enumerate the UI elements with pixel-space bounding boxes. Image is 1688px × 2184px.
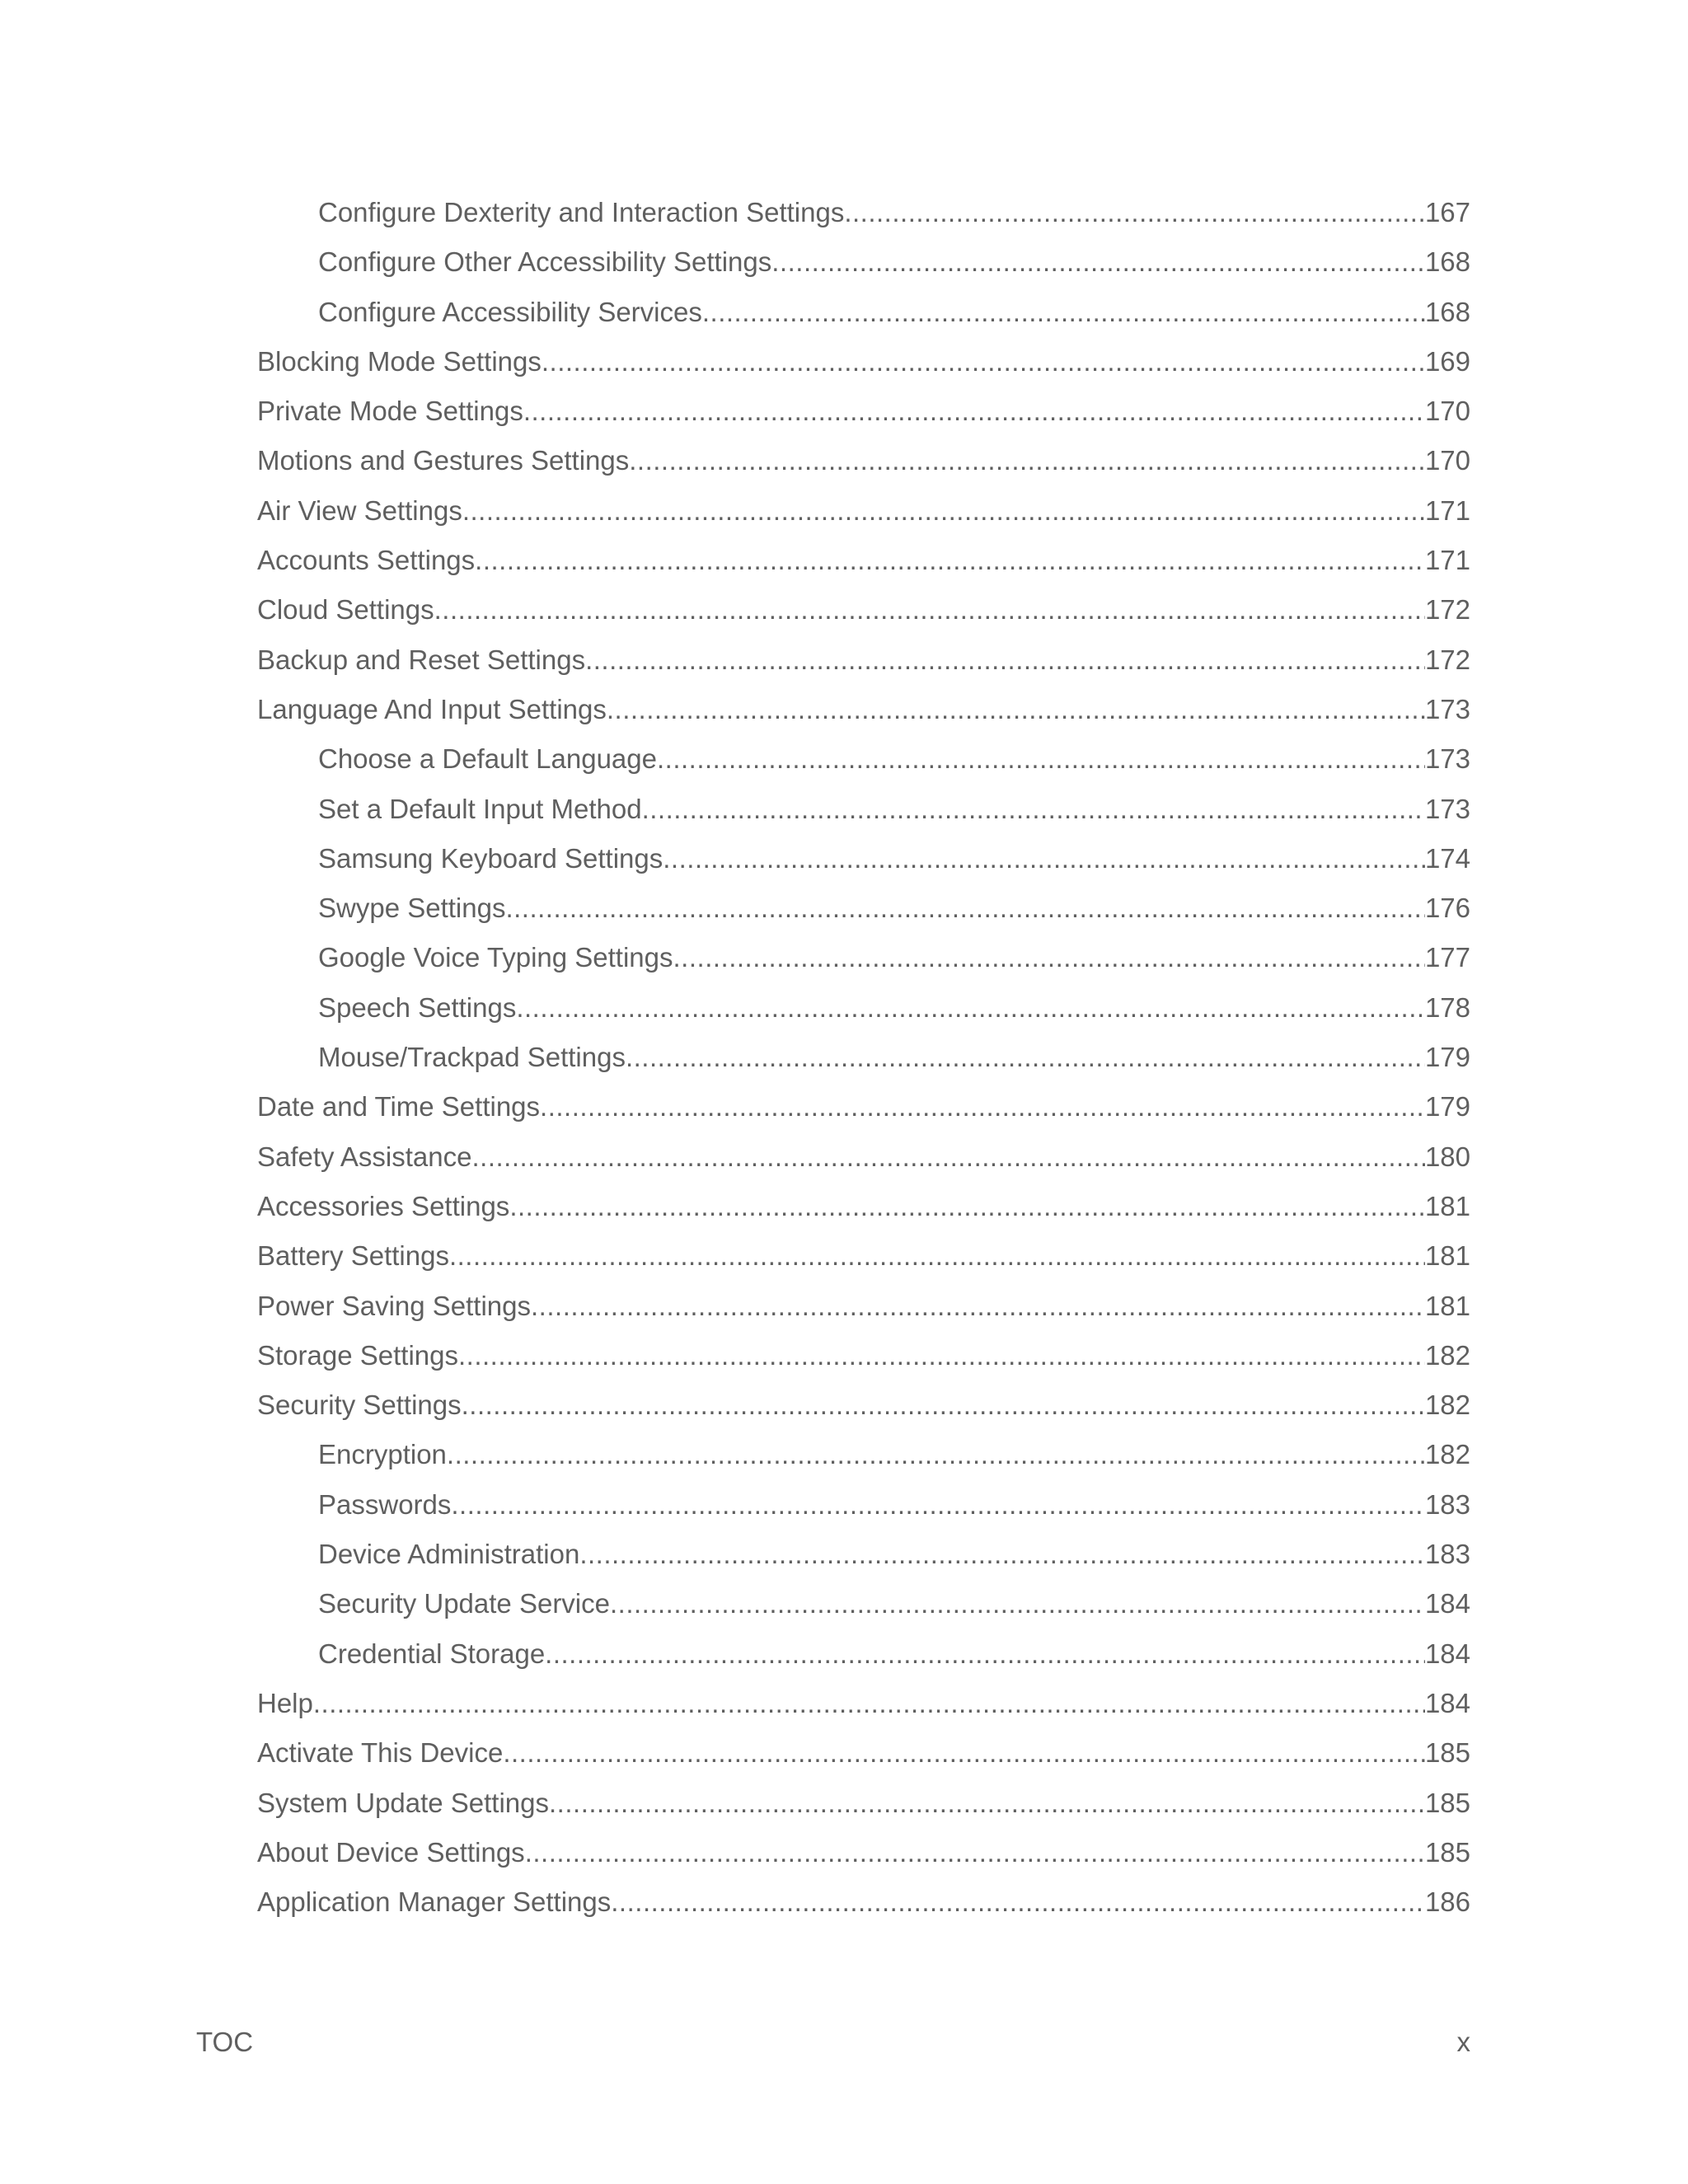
dot-leader — [540, 1086, 1425, 1127]
toc-entry-title: Encryption — [318, 1439, 447, 1470]
toc-entry-page: 176 — [1424, 893, 1470, 924]
toc-entry-page: 168 — [1424, 246, 1470, 278]
toc-entry[interactable] — [257, 888, 1470, 937]
toc-entry[interactable] — [257, 1783, 1470, 1832]
toc-entry-title: Backup and Reset Settings — [257, 644, 586, 675]
dot-leader — [475, 540, 1425, 581]
toc-entry-page: 184 — [1424, 1588, 1470, 1619]
toc-entry-title: Help — [257, 1687, 313, 1718]
dot-leader — [503, 1732, 1425, 1774]
dot-leader — [663, 838, 1425, 879]
toc-entry[interactable] — [257, 589, 1470, 639]
toc-entry-page: 171 — [1424, 545, 1470, 576]
dot-leader — [447, 1434, 1425, 1475]
toc-entry-page: 178 — [1424, 991, 1470, 1023]
toc-entry-title: Device Administration — [318, 1539, 580, 1570]
toc-entry-title: Blocking Mode Settings — [257, 345, 542, 377]
toc-entry[interactable] — [257, 987, 1470, 1037]
toc-entry[interactable] — [257, 789, 1470, 838]
toc-entry-page: 181 — [1424, 1290, 1470, 1321]
toc-entry[interactable] — [257, 738, 1470, 788]
toc-entry-page: 186 — [1424, 1886, 1470, 1918]
toc-entry-page: 174 — [1424, 842, 1470, 874]
toc-entry-page: 183 — [1424, 1488, 1470, 1520]
toc-entry-page: 172 — [1424, 594, 1470, 626]
dot-leader — [523, 391, 1425, 432]
toc-entry-page: 169 — [1424, 345, 1470, 377]
toc-entry-title: Accessories Settings — [257, 1190, 510, 1221]
toc-entry-page: 182 — [1424, 1439, 1470, 1470]
dot-leader — [607, 689, 1425, 730]
toc-entry-page: 171 — [1424, 494, 1470, 526]
dot-leader — [626, 1037, 1425, 1078]
toc-entry-page: 170 — [1424, 396, 1470, 427]
toc-entry[interactable] — [257, 540, 1470, 589]
toc-entry-title: Safety Assistance — [257, 1141, 472, 1172]
table-of-contents — [257, 192, 1470, 1931]
toc-entry[interactable] — [257, 1137, 1470, 1186]
toc-entry-title: Air View Settings — [257, 494, 462, 526]
dot-leader — [673, 937, 1425, 978]
toc-entry[interactable] — [257, 341, 1470, 391]
toc-entry-page: 179 — [1424, 1091, 1470, 1122]
dot-leader — [458, 1335, 1425, 1376]
toc-entry[interactable] — [257, 1683, 1470, 1732]
toc-entry[interactable] — [257, 1235, 1470, 1285]
toc-entry[interactable] — [257, 1534, 1470, 1583]
toc-entry-title: Swype Settings — [318, 893, 506, 924]
toc-entry-page: 183 — [1424, 1539, 1470, 1570]
toc-entry-page: 182 — [1424, 1339, 1470, 1371]
dot-leader — [610, 1583, 1425, 1624]
dot-leader — [585, 640, 1425, 681]
toc-entry[interactable] — [257, 1484, 1470, 1534]
toc-entry-title: Activate This Device — [257, 1737, 504, 1769]
toc-entry[interactable] — [257, 440, 1470, 490]
toc-entry-page: 184 — [1424, 1638, 1470, 1669]
toc-entry-page: 180 — [1424, 1141, 1470, 1172]
toc-entry[interactable] — [257, 1882, 1470, 1931]
toc-entry[interactable] — [257, 937, 1470, 987]
toc-entry-title: Storage Settings — [257, 1339, 458, 1371]
toc-entry-page: 185 — [1424, 1737, 1470, 1769]
dot-leader — [579, 1534, 1425, 1575]
dot-leader — [549, 1783, 1425, 1824]
dot-leader — [525, 1832, 1425, 1873]
dot-leader — [844, 192, 1425, 233]
toc-entry-page: 173 — [1424, 793, 1470, 824]
toc-entry[interactable] — [257, 1732, 1470, 1782]
toc-entry-title: About Device Settings — [257, 1836, 525, 1868]
toc-entry-title: Choose a Default Language — [318, 743, 657, 775]
toc-entry[interactable] — [257, 1186, 1470, 1235]
toc-entry-title: Passwords — [318, 1488, 452, 1520]
dot-leader — [657, 738, 1425, 780]
dot-leader — [434, 589, 1425, 630]
toc-entry-title: Set a Default Input Method — [318, 793, 642, 824]
toc-entry-page: 185 — [1424, 1836, 1470, 1868]
dot-leader — [629, 440, 1425, 481]
toc-entry[interactable] — [257, 1583, 1470, 1633]
dot-leader — [471, 1137, 1424, 1178]
dot-leader — [611, 1882, 1425, 1923]
toc-entry-page: 173 — [1424, 693, 1470, 724]
toc-entry-title: Language And Input Settings — [257, 693, 607, 724]
toc-entry[interactable] — [257, 1832, 1470, 1882]
dot-leader — [516, 987, 1425, 1029]
toc-entry-title: Battery Settings — [257, 1240, 449, 1272]
toc-entry-page: 181 — [1424, 1240, 1470, 1272]
toc-entry-title: Private Mode Settings — [257, 396, 523, 427]
toc-entry-title: Application Manager Settings — [257, 1886, 612, 1918]
dot-leader — [313, 1683, 1425, 1724]
dot-leader — [531, 1286, 1425, 1327]
toc-entry-title: Security Update Service — [318, 1588, 610, 1619]
toc-entry[interactable] — [257, 391, 1470, 440]
toc-entry[interactable] — [257, 1335, 1470, 1385]
toc-entry-title: System Update Settings — [257, 1787, 550, 1818]
toc-entry-page: 172 — [1424, 644, 1470, 675]
toc-entry-page: 173 — [1424, 743, 1470, 775]
toc-entry[interactable] — [257, 1037, 1470, 1086]
toc-entry-title: Mouse/Trackpad Settings — [318, 1042, 626, 1073]
toc-entry-title: Date and Time Settings — [257, 1091, 541, 1122]
toc-entry[interactable] — [257, 192, 1470, 241]
toc-entry-page: 167 — [1424, 197, 1470, 227]
toc-entry-title: Power Saving Settings — [257, 1290, 532, 1321]
toc-entry-title: Security Settings — [257, 1390, 462, 1421]
toc-entry[interactable] — [257, 1385, 1470, 1434]
toc-entry-title: Motions and Gestures Settings — [257, 445, 630, 476]
toc-entry-page: 168 — [1424, 296, 1470, 327]
toc-entry[interactable] — [257, 490, 1470, 540]
dot-leader — [462, 1385, 1425, 1426]
toc-entry-title: Accounts Settings — [257, 545, 476, 576]
toc-entry-page: 170 — [1424, 445, 1470, 476]
toc-entry-page: 182 — [1424, 1390, 1470, 1421]
toc-entry-page: 177 — [1424, 942, 1470, 973]
dot-leader — [509, 1186, 1425, 1227]
toc-entry-page: 185 — [1424, 1787, 1470, 1818]
footer-page-number: x — [1456, 2027, 1470, 2057]
footer-section-label: TOC — [196, 2027, 254, 2057]
toc-entry-title: Speech Settings — [318, 991, 517, 1023]
dot-leader — [451, 1484, 1425, 1526]
dot-leader — [542, 341, 1425, 382]
dot-leader — [462, 490, 1425, 532]
toc-entry[interactable] — [257, 1633, 1470, 1683]
toc-entry-title: Samsung Keyboard Settings — [318, 842, 663, 874]
toc-entry[interactable] — [257, 1086, 1470, 1136]
dot-leader — [642, 789, 1425, 830]
toc-entry[interactable] — [257, 640, 1470, 689]
toc-entry-page: 181 — [1424, 1190, 1470, 1221]
toc-entry-title: Credential Storage — [318, 1638, 546, 1669]
toc-entry[interactable] — [257, 689, 1470, 738]
dot-leader — [545, 1633, 1425, 1675]
toc-entry-title: Configure Accessibility Services — [318, 296, 702, 327]
toc-entry-page: 184 — [1424, 1687, 1470, 1718]
toc-entry-title: Cloud Settings — [257, 594, 434, 626]
toc-entry[interactable] — [257, 838, 1470, 888]
toc-entry-title: Google Voice Typing Settings — [318, 942, 673, 973]
dot-leader — [702, 292, 1425, 333]
dot-leader — [771, 241, 1425, 283]
toc-entry-title: Configure Dexterity and Interaction Settings — [318, 197, 845, 227]
dot-leader — [449, 1235, 1425, 1277]
dot-leader — [505, 888, 1424, 929]
toc-entry[interactable] — [257, 292, 1470, 341]
toc-entry-title: Configure Other Accessibility Settings — [318, 246, 772, 278]
toc-entry-page: 179 — [1424, 1042, 1470, 1073]
toc-entry[interactable] — [257, 1286, 1470, 1335]
toc-entry[interactable] — [257, 1434, 1470, 1483]
toc-entry[interactable] — [257, 241, 1470, 291]
